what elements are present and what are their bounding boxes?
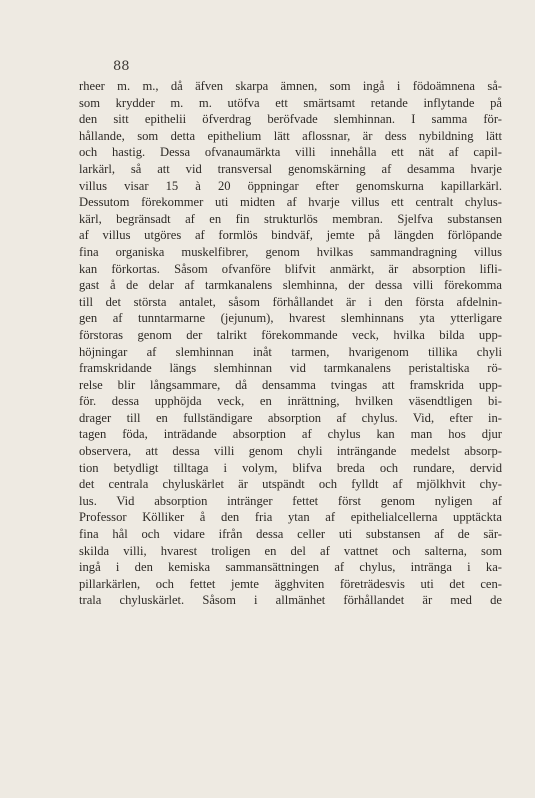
- text-line: för. dessa upphöjda veck, en inrättning, hvilken väsendtligen bi-: [79, 394, 502, 409]
- text-line: tion betydligt tilltaga i volym, blifva breda och rundare, dervid: [79, 460, 502, 475]
- text-line: Dessutom förekommer uti midten af hvarje villus ett centralt chylus-: [79, 195, 502, 210]
- text-line: höjningar af slemhinnan inåt tarmen, hvarigenom tillika chyli: [79, 344, 502, 359]
- text-line: framskridande längs slemhinnan vid tarmkanalens peristaltiska rö-: [79, 361, 502, 376]
- text-line: och hastig. Dessa ofvanaumärkta villi innehålla ett nät af capil-: [79, 145, 502, 160]
- text-line: drager till en fullständigare absorption af chylus. Vid, efter in-: [79, 410, 502, 425]
- text-line: lus. Vid absorption intränger fettet först genom nyligen af: [79, 493, 502, 508]
- text-line: till det största antalet, såsom förhållandet är i den första afdelnin-: [79, 294, 502, 309]
- text-line: pillarkärlen, och fettet jemte ägghviten företrädesvis uti det cen-: [79, 576, 502, 591]
- text-line: kärl, begränsadt af en fin strukturlös membran. Sjelfva substansen: [79, 211, 502, 226]
- text-line: den sitt epithelii öfverdrag beröfvade slemhinnan. I samma för-: [79, 112, 502, 127]
- text-line: gast å de delar af tarmkanalens slemhinna, der dessa villi förekomma: [79, 278, 502, 293]
- text-line: skilda villi, hvarest troligen en del af vattnet och salterna, som: [79, 543, 502, 558]
- text-line: larkärl, så att vid transversal genomskärning af desamma hvarje: [79, 161, 502, 176]
- text-line: fina hål och vidare ifrån dessa celler uti substansen af de sär-: [79, 527, 502, 542]
- text-line: det centrala chyluskärlet är utspändt och fylldt af mjölkhvit chy-: [79, 477, 502, 492]
- text-line: kan förkortas. Såsom ofvanföre blifvit anmärkt, är absorption lifli-: [79, 261, 502, 276]
- text-line: af villus utgöres af formlös bindväf, jemte på längden förlöpande: [79, 228, 502, 243]
- text-line: observera, att dessa villi genom chyli inträngande medelst absorp-: [79, 444, 502, 459]
- text-line: trala chyluskärlet. Såsom i allmänhet förhållandet är med de: [79, 593, 502, 608]
- text-line: tagen föda, inträdande absorption af chylus kan man hos djur: [79, 427, 502, 442]
- text-line: rheer m. m., då äfven skarpa ämnen, som ingå i födoämnena så-: [79, 79, 502, 93]
- body-text: [79, 78, 502, 609]
- text-line: förstoras genom der talrikt förekommande veck, hvilka bilda upp-: [79, 327, 502, 342]
- text-line: hållande, som detta epithelium lätt aflossnar, är dess nybildning lätt: [79, 128, 502, 143]
- text-line: gen af tunntarmarne (jejunum), hvarest slemhinnans yta ytterligare: [79, 311, 502, 326]
- text-line: villus visar 15 à 20 öppningar efter genomskurna kapillarkärl.: [79, 178, 502, 193]
- text-line: fina organiska muskelfibrer, genom hvilkas sammandragning villus: [79, 244, 502, 259]
- page-number: 88: [113, 59, 130, 74]
- text-line: relse blir långsammare, då densamma tvingas att framskrida upp-: [79, 377, 502, 392]
- text-line: Professor Kölliker å den fria ytan af epithelialcellerna upptäckta: [79, 510, 502, 525]
- text-line: ingå i den kemiska sammansättningen af chylus, inträngа i ka-: [79, 560, 502, 575]
- text-line: som krydder m. m. utöfva ett smärtsamt retande inflytande på: [79, 95, 502, 110]
